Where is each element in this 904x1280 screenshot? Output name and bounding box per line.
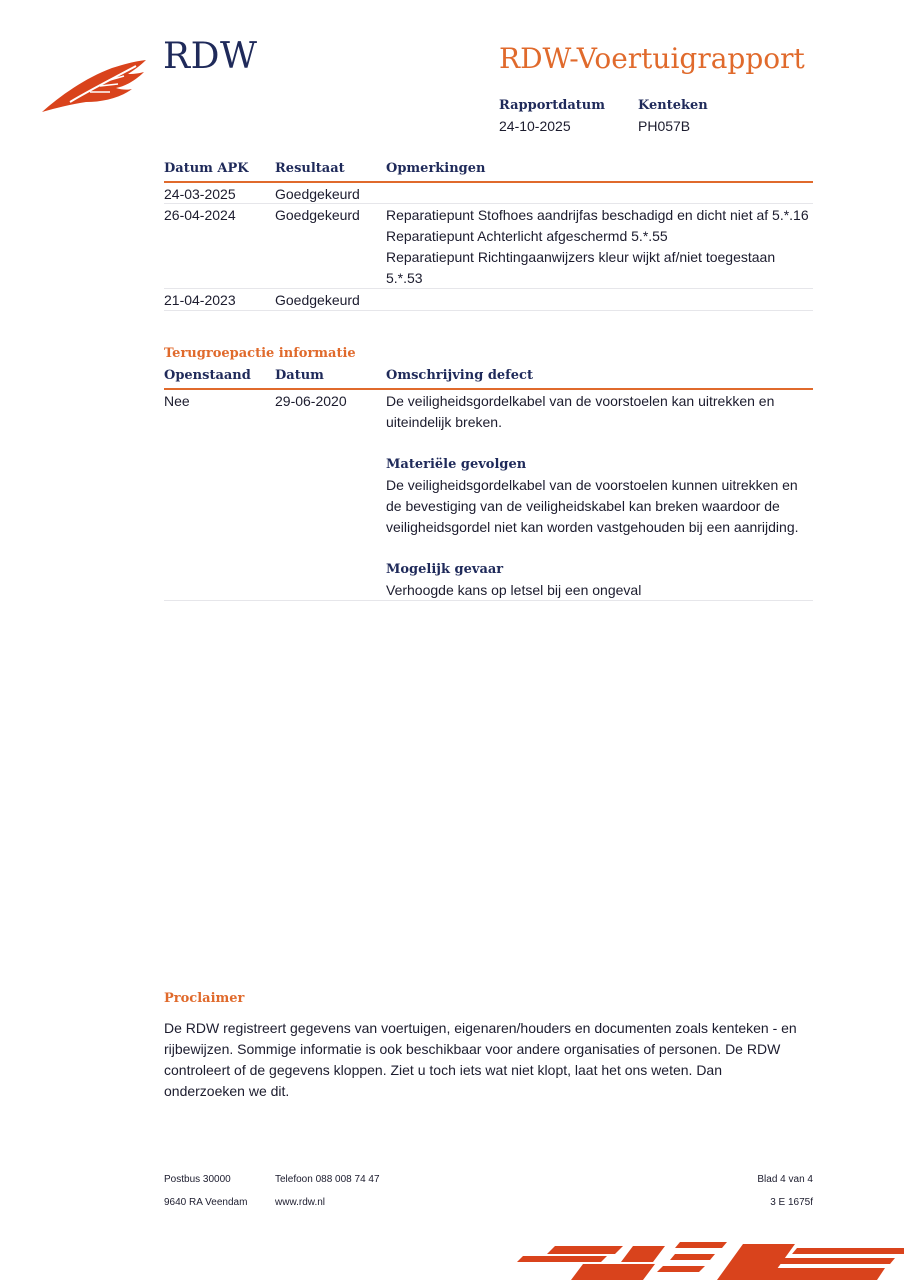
kenteken-label: Kenteken — [638, 98, 708, 113]
rdw-feather-logo-icon — [40, 56, 150, 116]
rapportdatum-label: Rapportdatum — [499, 98, 605, 113]
recall-section-title: Terugroepactie informatie — [164, 346, 356, 361]
consequences-line: de bevestiging van de veiligheidskabel kan breken waardoor de — [386, 498, 780, 514]
footer-page-number: Blad 4 van 4 — [757, 1174, 813, 1185]
defect-line: uiteindelijk breken. — [386, 414, 502, 430]
consequences-label: Materiële gevolgen — [386, 457, 527, 472]
consequences-line: De veiligheidsgordelkabel van de voorstoelen kunnen uitrekken en — [386, 477, 798, 493]
danger-label: Mogelijk gevaar — [386, 562, 504, 577]
footer-postbus: Postbus 30000 — [164, 1174, 231, 1185]
kenteken-value: PH057B — [638, 118, 691, 134]
table-row — [164, 183, 813, 204]
recall-table — [164, 366, 813, 601]
column-header-resultaat: Resultaat — [275, 161, 345, 176]
apk-remark: 5.*.53 — [386, 270, 423, 286]
apk-result: Goedgekeurd — [275, 186, 360, 202]
apk-table-header — [164, 159, 813, 183]
apk-remark: Reparatiepunt Achterlicht afgeschermd 5.*.55 — [386, 228, 668, 244]
column-header-omschrijving: Omschrijving defect — [386, 368, 533, 383]
defect-line: De veiligheidsgordelkabel van de voorstoelen kan uitrekken en — [386, 393, 775, 409]
footer-code: 3 E 1675f — [770, 1197, 813, 1208]
apk-result: Goedgekeurd — [275, 207, 360, 223]
recall-table-header — [164, 366, 813, 390]
apk-remark: Reparatiepunt Richtingaanwijzers kleur wijkt af/niet toegestaan — [386, 249, 776, 265]
column-header-datum: Datum — [275, 368, 324, 383]
footer-telefoon: Telefoon 088 008 74 47 — [275, 1174, 380, 1185]
footer-postcode: 9640 RA Veendam — [164, 1197, 248, 1208]
rapportdatum-value: 24-10-2025 — [499, 118, 571, 134]
recall-date: 29-06-2020 — [275, 393, 347, 409]
table-row — [164, 390, 813, 601]
footer-website[interactable]: www.rdw.nl — [275, 1197, 326, 1208]
logo-text: RDW — [163, 36, 258, 77]
column-header-openstaand: Openstaand — [164, 368, 251, 383]
footer-stripes-decoration-icon — [515, 1240, 904, 1280]
danger-text: Verhoogde kans op letsel bij een ongeval — [386, 582, 642, 598]
column-header-datum-apk: Datum APK — [164, 161, 249, 176]
column-header-opmerkingen: Opmerkingen — [386, 161, 486, 176]
proclaimer-text: De RDW registreert gegevens van voertuigen, eigenaren/houders en documenten zoals kenteken - en rijbewijzen. Sommige informatie is ook beschikbaar voor andere organisaties of personen. De RDW controleert of de gegevens kloppen. Ziet u toch iets wat niet klopt, laat het ons weten. Dan onderzoeken we dit. — [164, 1020, 797, 1099]
apk-date: 21-04-2023 — [164, 292, 236, 308]
recall-open: Nee — [164, 393, 190, 409]
page-title: RDW-Voertuigrapport — [499, 42, 805, 75]
apk-result: Goedgekeurd — [275, 292, 360, 308]
recall-description — [386, 391, 813, 601]
apk-remark: Reparatiepunt Stofhoes aandrijfas beschadigd en dicht niet af 5.*.16 — [386, 207, 809, 223]
proclaimer-title: Proclaimer — [164, 991, 245, 1006]
apk-remarks — [386, 205, 813, 289]
apk-table — [164, 159, 813, 311]
table-row — [164, 204, 813, 289]
apk-date: 26-04-2024 — [164, 207, 236, 223]
consequences-line: veiligheidsgordel niet kan worden vastgehouden bij een aanrijding. — [386, 519, 799, 535]
table-row — [164, 289, 813, 311]
apk-date: 24-03-2025 — [164, 186, 236, 202]
